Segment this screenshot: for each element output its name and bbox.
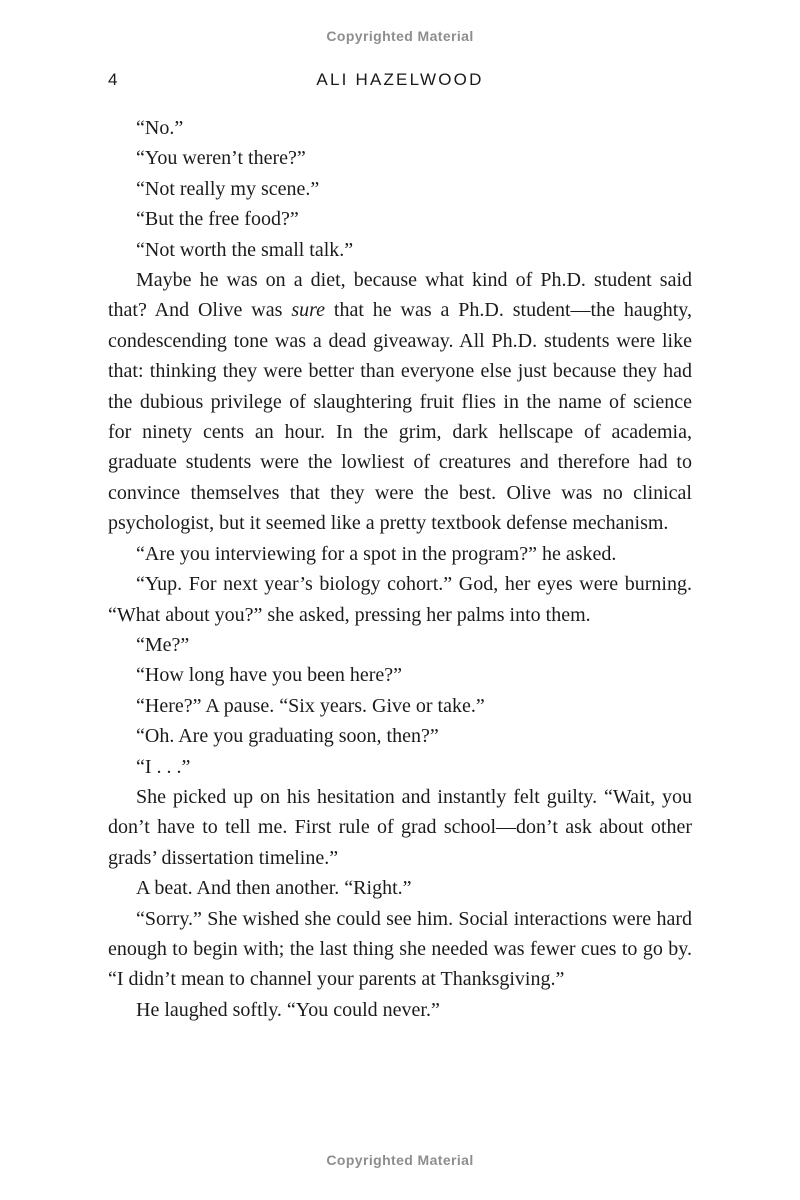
paragraph: “But the free food?” <box>136 208 299 231</box>
paragraph: “Are you interviewing for a spot in the program?” he asked. <box>136 542 617 565</box>
paragraph: “Yup. For next year’s biology cohort.” God, her eyes were burning. “What about you?” she asked, pressing her palms into them. <box>108 573 692 626</box>
paragraph: A beat. And then another. “Right.” <box>136 877 412 900</box>
running-title: ALI HAZELWOOD <box>316 70 484 89</box>
running-header <box>108 70 692 92</box>
paragraph: She picked up on his hesitation and instantly felt guilty. “Wait, you don’t have to tell me. First rule of grad school—don’t ask about other grads’ dissertation timeline.” <box>108 785 692 869</box>
paragraph: “Sorry.” She wished she could see him. Social interactions were hard enough to begin with; the last thing she needed was fewer cues to go by. “I didn’t mean to channel your parents at Thanksgiving.” <box>108 907 692 991</box>
paragraph: “Me?” <box>136 633 190 656</box>
copyright-notice-top: Copyrighted Material <box>326 28 474 44</box>
paragraph: “No.” <box>136 117 184 139</box>
copyright-notice-bottom: Copyrighted Material <box>326 1152 474 1168</box>
paragraph: “How long have you been here?” <box>136 664 402 687</box>
paragraph: Maybe he was on a diet, because what kind of Ph.D. student said that? And Olive was sure that he was a Ph.D. student—the haughty, condescending tone was a dead giveaway. All Ph.D. students were like that: thinking they were better than everyone else just because they had the dubious privilege of slaughtering fruit flies in the name of science for ninety cents an hour. In the grim, dark hellscape of academia, graduate students were the lowliest of creatures and therefore had to convince themselves that they were the best. Olive was no clinical psychologist, but it seemed like a pretty textbook defense mechanism. <box>108 269 692 535</box>
paragraph: He laughed softly. “You could never.” <box>136 998 440 1021</box>
paragraph: “Not really my scene.” <box>136 177 320 200</box>
paragraph: “Not worth the small talk.” <box>136 238 354 261</box>
page-number: 4 <box>108 70 118 89</box>
paragraph: “I . . .” <box>136 755 191 778</box>
paragraph: “Here?” A pause. “Six years. Give or take.” <box>136 694 485 717</box>
paragraph: “Oh. Are you graduating soon, then?” <box>136 725 439 748</box>
paragraph: “You weren’t there?” <box>136 147 306 170</box>
page-body <box>108 113 692 1025</box>
